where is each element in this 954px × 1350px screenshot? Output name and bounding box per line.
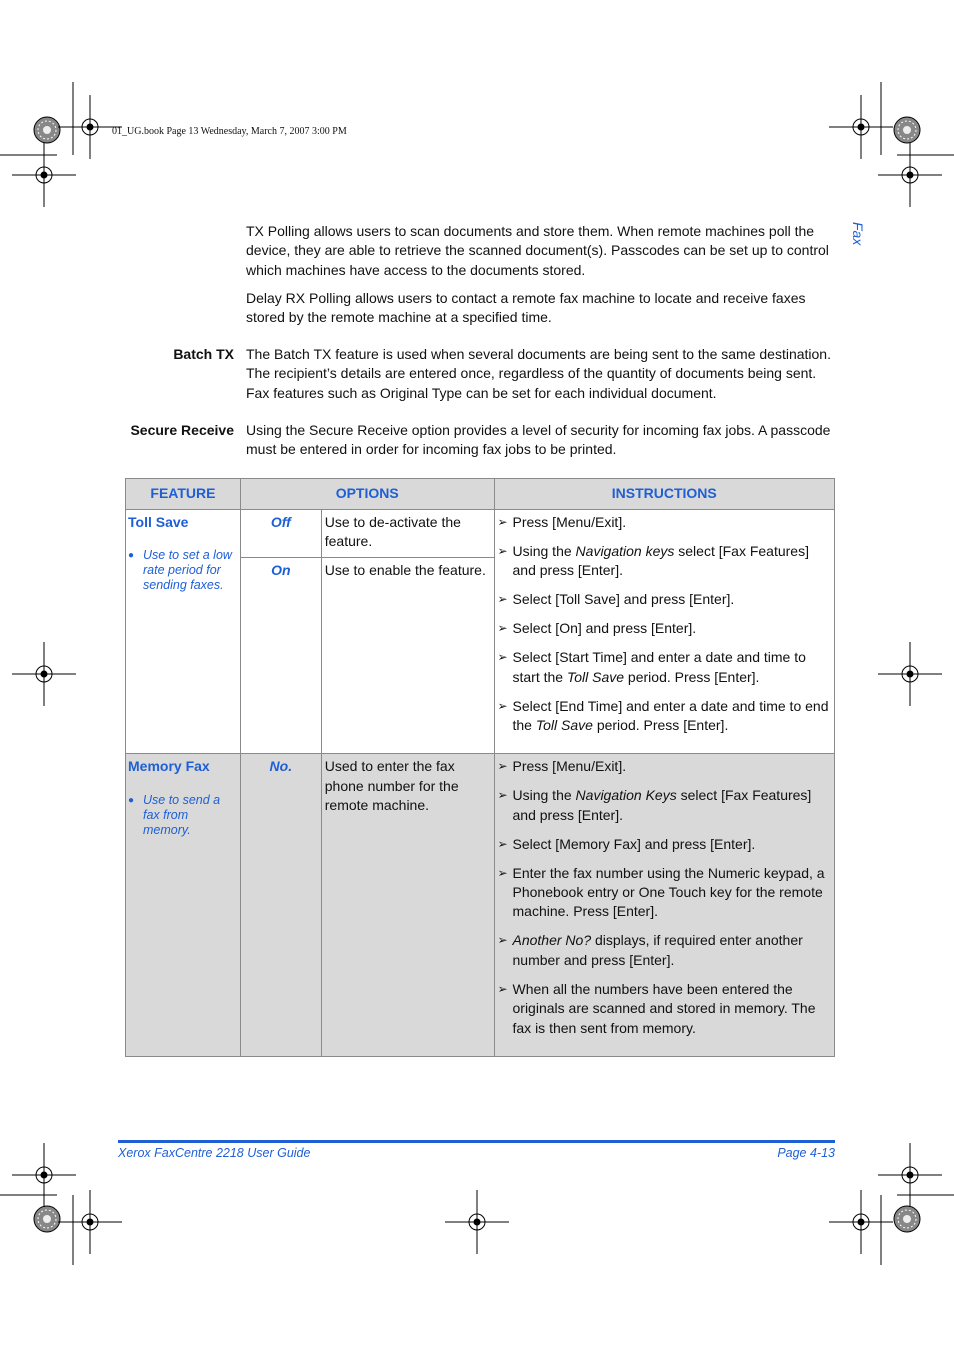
- list-item: [498, 513, 831, 532]
- step-text: Select [Toll Save] and press [Enter].: [512, 591, 735, 608]
- option-on-label: On: [271, 562, 291, 578]
- toll-save-note: [128, 548, 236, 593]
- bullet-icon: ●: [128, 550, 135, 562]
- memory-fax-option-desc: [321, 754, 494, 1056]
- batch-tx-term: Batch TX: [173, 346, 234, 362]
- header-options: OPTIONS: [240, 479, 494, 510]
- memory-fax-instructions: [494, 754, 835, 1056]
- step-emphasis: Toll Save: [535, 717, 593, 734]
- step-text: Enter the fax number using the Numeric keypad, a Phonebook entry or One Touch key for the remote machine. Press [Enter].: [512, 864, 825, 920]
- table-header-row: [126, 479, 835, 510]
- arrow-bullet-icon: ➢: [497, 621, 508, 636]
- step-text: When all the numbers have been entered the originals are scanned and stored in memory. The fax is then sent from memory.: [512, 980, 816, 1036]
- arrow-bullet-icon: ➢: [497, 650, 508, 665]
- footer-rule: [118, 1140, 835, 1143]
- option-no-description: Used to enter the fax phone number for the remote machine.: [324, 758, 459, 814]
- arrow-bullet-icon: ➢: [497, 788, 508, 803]
- step-text: Press [Menu/Exit].: [512, 758, 627, 775]
- tx-polling-paragraph: TX Polling allows users to scan documents and store them. When remote machines poll the device, they are able to retrieve the scanned document(s). Passcodes can be set up to control which machines have access to the documents stored.: [246, 223, 829, 278]
- toll-save-option-on-desc: [321, 558, 494, 754]
- delay-rx-paragraph: Delay RX Polling allows users to contact a remote fax machine to locate and receive faxes stored by the remote machine at a specified time.: [246, 290, 806, 326]
- toll-save-name: Toll Save: [128, 514, 189, 530]
- list-item: [498, 697, 831, 736]
- table-row: [126, 754, 835, 1056]
- fax-feature-table: [125, 478, 835, 1057]
- bullet-icon: ●: [128, 794, 135, 806]
- step-text: Using the: [512, 543, 576, 559]
- arrow-bullet-icon: ➢: [497, 698, 508, 713]
- memory-fax-option: [240, 754, 321, 1056]
- option-no-label: No.: [269, 758, 293, 775]
- arrow-bullet-icon: ➢: [497, 515, 508, 529]
- toll-save-feature-cell: [126, 510, 241, 754]
- toll-save-note-text: Use to set a low rate period for sending faxes.: [143, 548, 232, 593]
- step-text: displays, if required enter another number and press [Enter].: [512, 932, 803, 968]
- step-text: Select [Start Time] and enter a date and time to start the: [512, 649, 806, 685]
- step-emphasis: Toll Save: [566, 668, 625, 685]
- arrow-bullet-icon: ➢: [497, 544, 508, 558]
- table-row: [126, 510, 835, 558]
- step-emphasis: Navigation Keys: [575, 787, 677, 804]
- arrow-bullet-icon: ➢: [497, 836, 508, 851]
- toll-save-option-off: [240, 510, 321, 558]
- toll-save-option-on: [240, 558, 321, 754]
- step-text: select [Fax Features] and press [Enter].: [512, 543, 809, 579]
- step-text: period. Press [Enter].: [624, 668, 760, 685]
- list-item: [498, 931, 831, 970]
- arrow-bullet-icon: ➢: [497, 981, 508, 996]
- option-off-description: Use to de-activate the feature.: [324, 514, 461, 550]
- option-off-label: Off: [270, 514, 291, 530]
- list-item: [498, 980, 831, 1038]
- list-item: [498, 590, 831, 609]
- header-instructions: INSTRUCTIONS: [494, 479, 835, 510]
- step-text: Press [Menu/Exit].: [512, 514, 627, 530]
- memory-fax-name: Memory Fax: [128, 758, 210, 775]
- list-item: [498, 542, 831, 581]
- step-text: Select [Memory Fax] and press [Enter].: [512, 835, 756, 852]
- step-text: select [Fax Features] and press [Enter].: [512, 787, 812, 823]
- step-text: period. Press [Enter].: [592, 717, 729, 734]
- chapter-side-tab: Fax: [850, 222, 866, 246]
- header-feature: FEATURE: [126, 479, 241, 510]
- step-text: Select [On] and press [Enter].: [512, 620, 697, 637]
- toll-save-instructions: [494, 510, 835, 754]
- step-emphasis: Another No?: [512, 932, 592, 949]
- arrow-bullet-icon: ➢: [497, 933, 508, 948]
- step-emphasis: Navigation keys: [575, 543, 675, 559]
- toll-save-steps-list: [495, 510, 835, 753]
- toll-save-option-off-desc: [321, 510, 494, 558]
- arrow-bullet-icon: ➢: [497, 592, 508, 607]
- footer-guide-title: Xerox FaxCentre 2218 User Guide: [118, 1146, 311, 1160]
- list-item: [498, 835, 831, 854]
- list-item: [498, 786, 831, 825]
- book-info-line: 01_UG.book Page 13 Wednesday, March 7, 2007 3:00 PM: [112, 126, 347, 137]
- list-item: [498, 648, 831, 687]
- memory-fax-note-text: Use to send a fax from memory.: [143, 792, 221, 837]
- arrow-bullet-icon: ➢: [497, 865, 508, 880]
- option-on-description: Use to enable the feature.: [324, 562, 486, 578]
- step-text: Using the: [512, 787, 576, 804]
- secure-receive-paragraph: Using the Secure Receive option provides a level of security for incoming fax jobs. A passcode must be entered in order for incoming fax jobs to be printed.: [246, 422, 831, 458]
- secure-receive-term: Secure Receive: [130, 422, 234, 438]
- memory-fax-note: [128, 793, 236, 838]
- batch-tx-paragraph: The Batch TX feature is used when several documents are being sent to the same destination. The recipient’s details are entered once, regardless of the quantity of documents being sent. Fax features such as Original Type can be set for each individual document.: [246, 346, 831, 401]
- list-item: [498, 864, 831, 922]
- list-item: [498, 619, 831, 638]
- memory-fax-feature-cell: [126, 754, 241, 1056]
- arrow-bullet-icon: ➢: [497, 759, 508, 774]
- footer-page-number: Page 4-13: [777, 1146, 835, 1160]
- memory-fax-steps-list: [495, 754, 835, 1055]
- list-item: [498, 757, 831, 776]
- step-text: Select [End Time] and enter a date and time to end the: [512, 697, 829, 734]
